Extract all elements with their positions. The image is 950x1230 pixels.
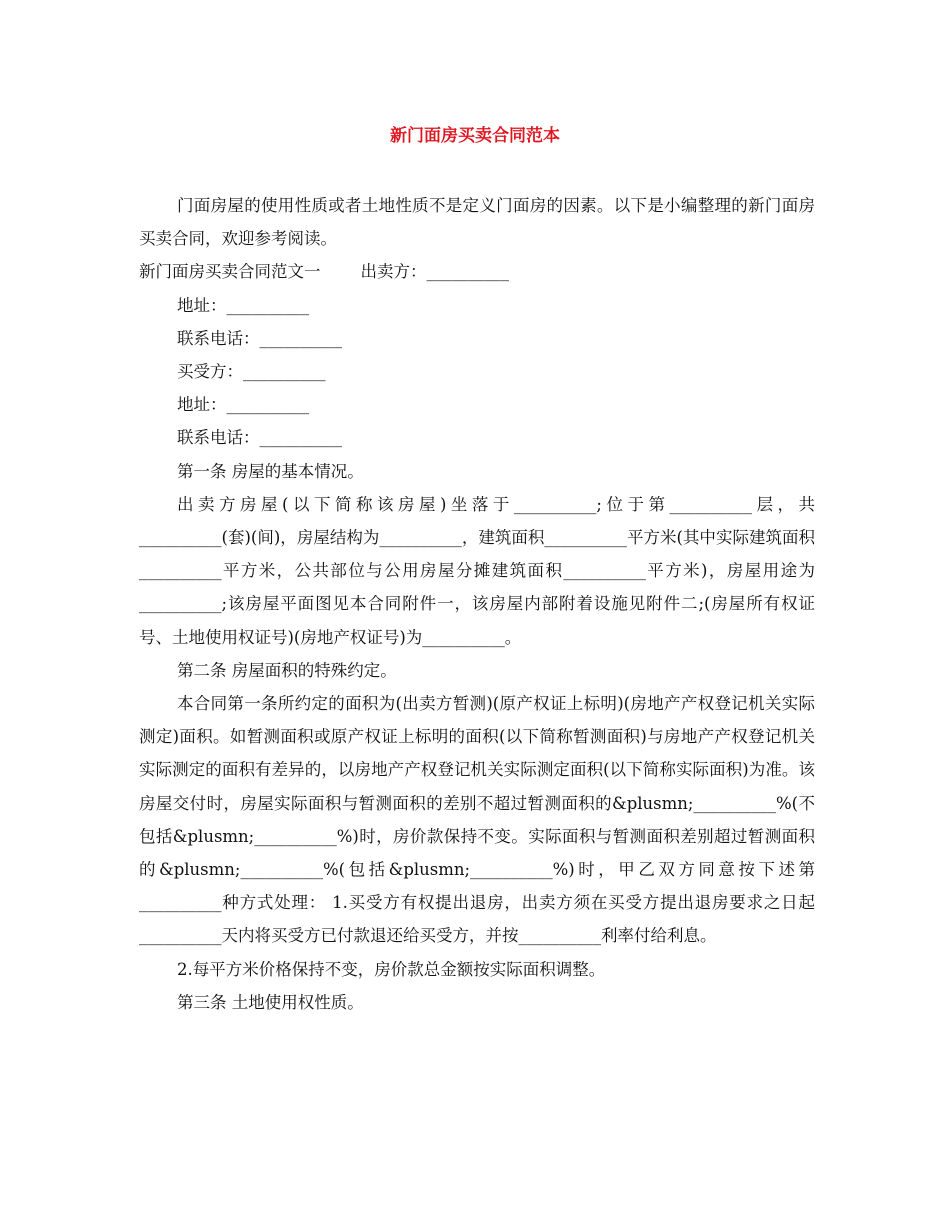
buyer-field: 买受方：__________ bbox=[177, 362, 326, 382]
paragraph-heading-seller bbox=[139, 255, 815, 288]
seller-phone-field: 联系电话：__________ bbox=[177, 328, 342, 348]
buyer-address-field: 地址：__________ bbox=[177, 395, 309, 415]
document-body bbox=[139, 189, 815, 1019]
seller-address-field: 地址：__________ bbox=[177, 295, 309, 315]
buyer-phone-field: 联系电话：__________ bbox=[177, 428, 342, 448]
document-title: 新门面房买卖合同范本 bbox=[390, 126, 560, 146]
article-2-option-2: 2.每平方米价格保持不变，房价款总金额按实际面积调整。 bbox=[177, 959, 606, 979]
section-heading: 新门面房买卖合同范文一 bbox=[139, 262, 321, 282]
article-2-body: 本合同第一条所约定的面积为(出卖方暂测)(原产权证上标明)(房地产产权登记机关实际测定)面积。如暂测面积或原产权证上标明的面积(以下简称暂测面积)与房地产产权登记机关实际测定的面积有差异的，以房地产产权登记机关实际测定面积(以下简称实际面积)为准。该房屋交付时，房屋实际面积与暂测面积的差别不超过暂测面积的&plusmn;__________%(不包括&plusmn;__________%)时，房价款保持不变。实际面积与暂测面积差别超过暂测面积的&plusmn;__________%(包括&plusmn;__________%)时，甲乙双方同意按下述第__________种方式处理： 1.买受方有权提出退房，出卖方须在买受方提出退房要求之日起__________天内将买受方已付款退还给买受方，并按__________利率付给利息。 bbox=[139, 694, 815, 946]
article-3-heading: 第三条 土地使用权性质。 bbox=[177, 992, 364, 1012]
article-1-heading: 第一条 房屋的基本情况。 bbox=[177, 461, 364, 481]
article-1-body: 出卖方房屋(以下简称该房屋)坐落于__________;位于第__________层，共__________(套)(间)，房屋结构为__________，建筑面积__________平方米(其中实际建筑面积__________平方米，公共部位与公用房屋分摊建筑面积__________平方米)，房屋用途为__________;该房屋平面图见本合同附件一，该房屋内部附着设施见附件二;(房屋所有权证号、土地使用权证号)(房地产权证号)为__________。 bbox=[139, 494, 815, 647]
article-2-heading: 第二条 房屋面积的特殊约定。 bbox=[177, 660, 397, 680]
paragraph-intro: 门面房屋的使用性质或者土地性质不是定义门面房的因素。以下是小编整理的新门面房买卖合同，欢迎参考阅读。 bbox=[139, 196, 815, 249]
seller-field: 出卖方：__________ bbox=[360, 262, 509, 282]
